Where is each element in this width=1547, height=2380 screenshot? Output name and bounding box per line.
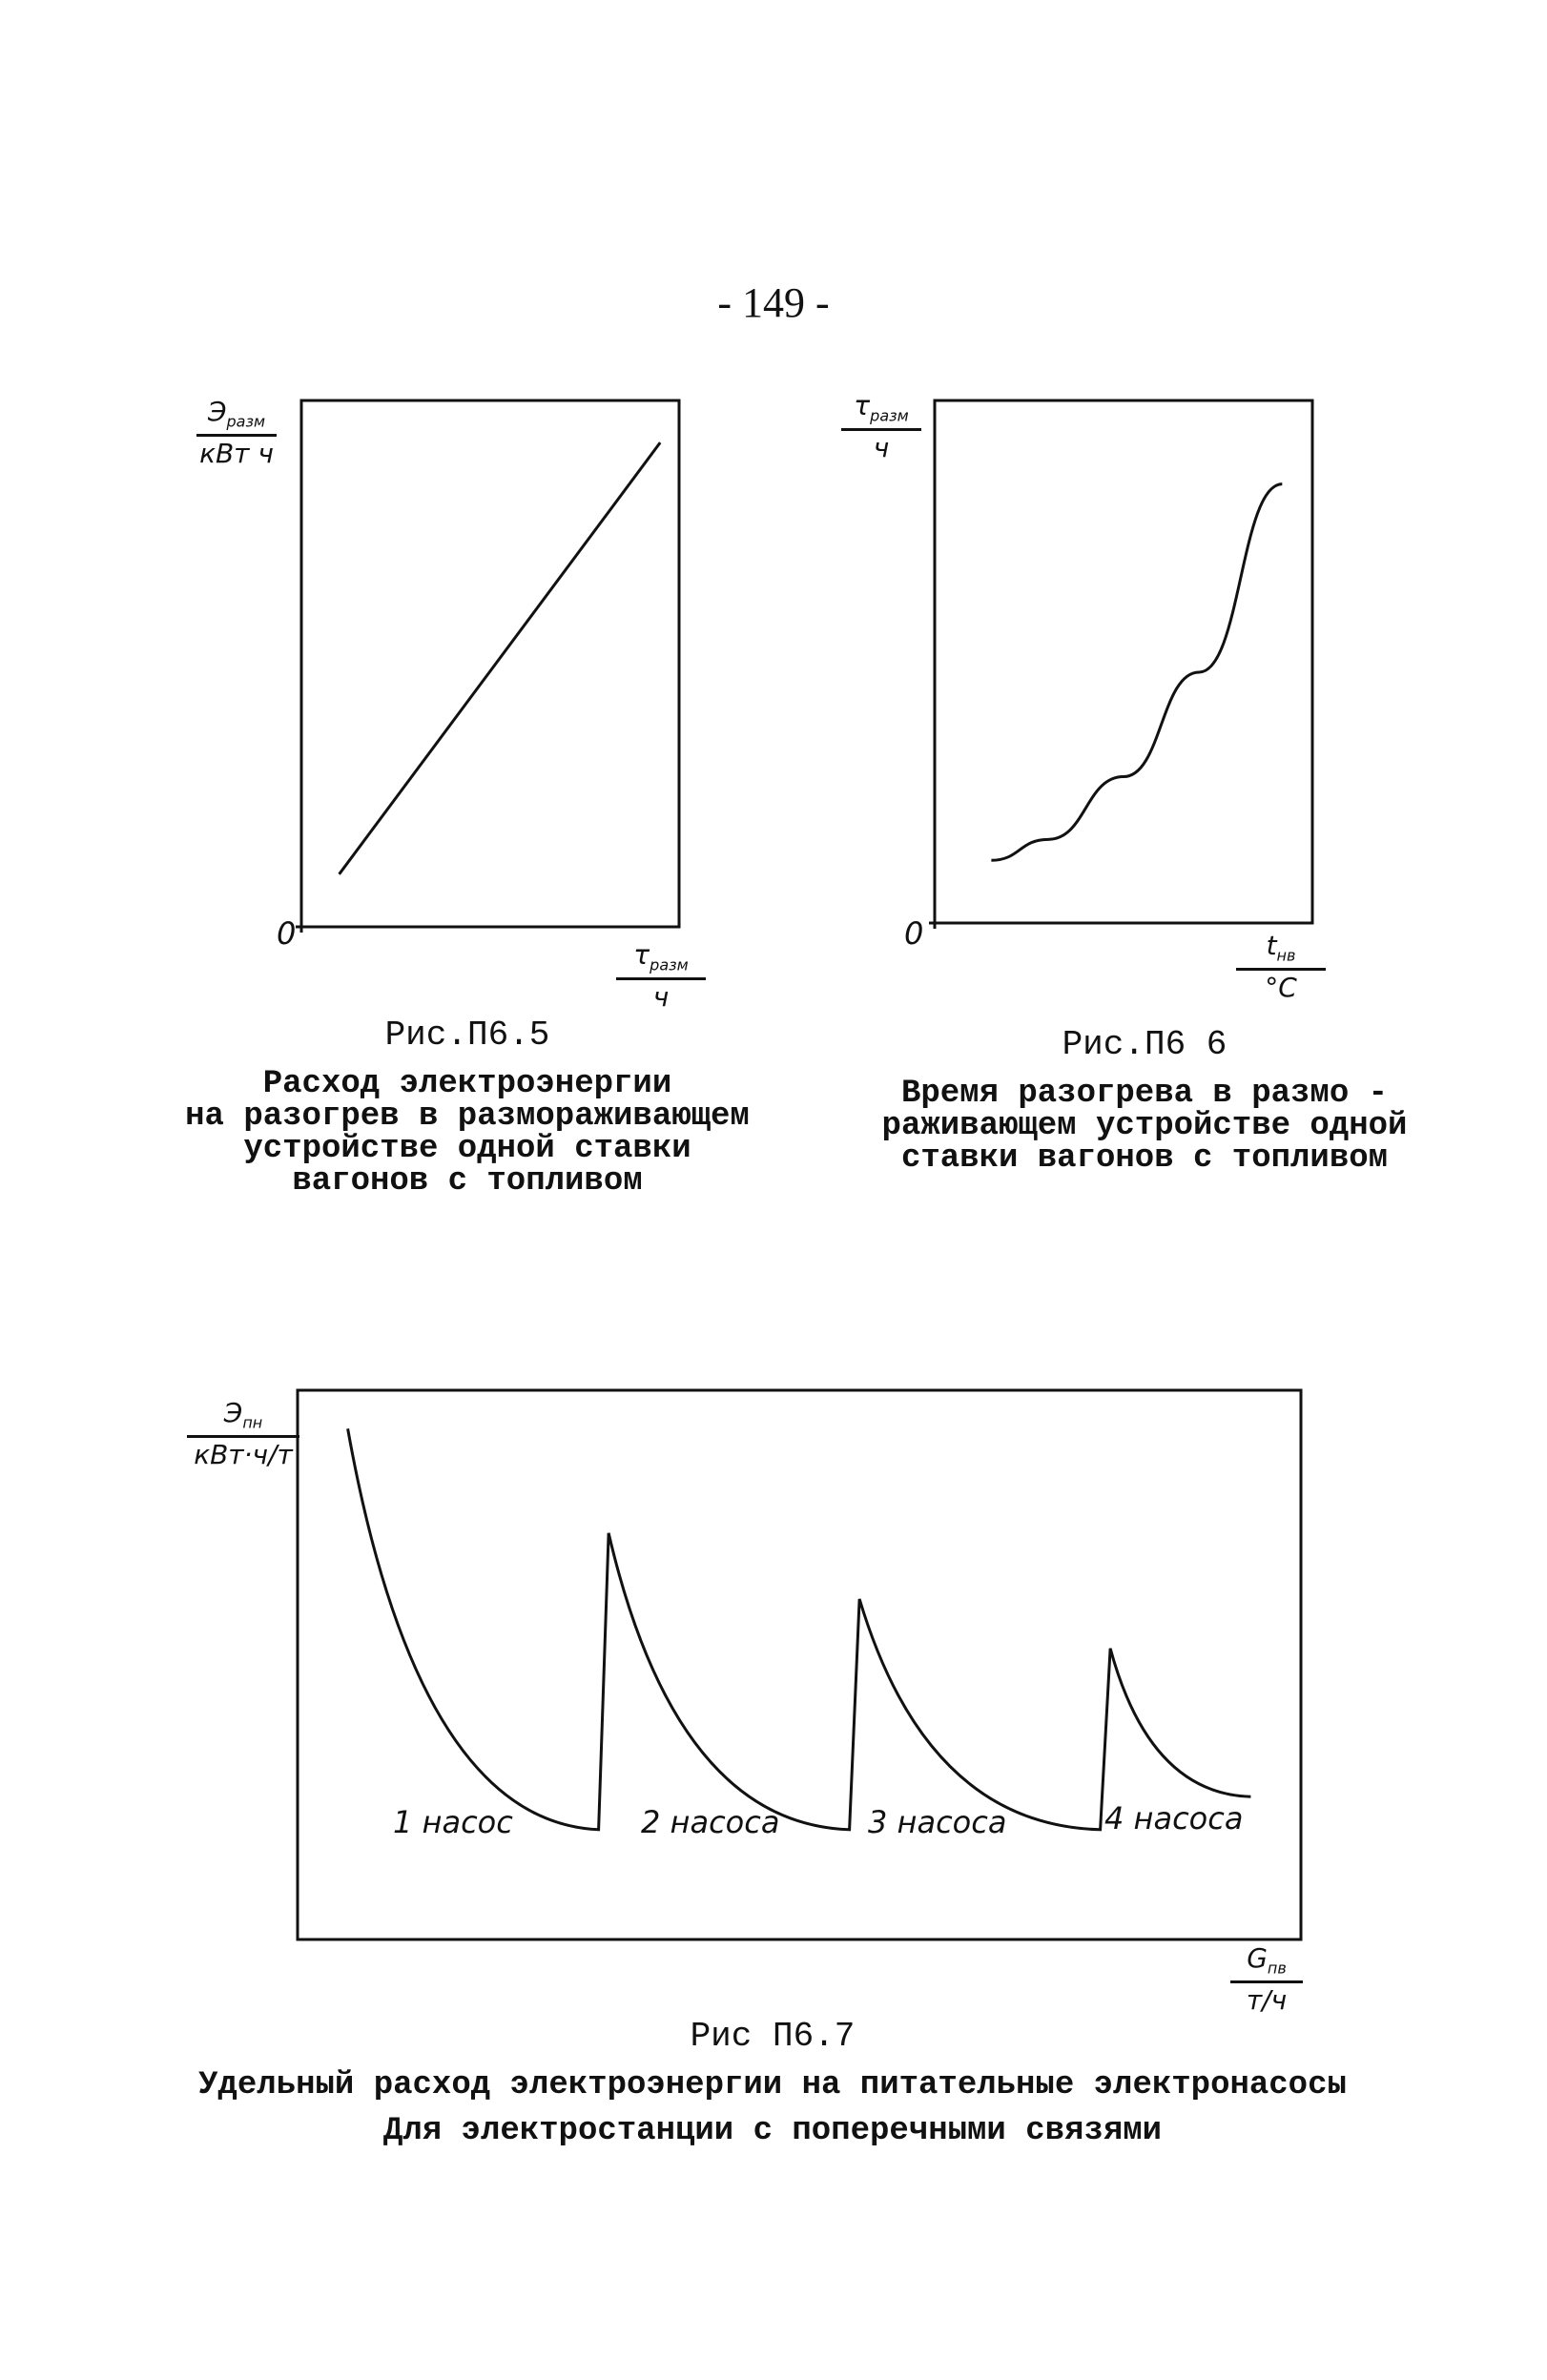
fig2-caption-line: Время разогрева в размо - <box>900 1076 1389 1112</box>
fig2-y-axis-label: $\tau_{разм}$ ч <box>841 393 921 462</box>
fig1-caption-line: устройстве одной ставки <box>243 1131 691 1167</box>
fig2-frame <box>935 400 1312 923</box>
fig1-y-axis-label: $Э_{разм}$ кВт ч <box>196 399 277 467</box>
fig1-curve <box>340 442 661 874</box>
fig1-origin-label: 0 <box>277 915 297 952</box>
fig2-origin-label: 0 <box>904 915 924 952</box>
fig3-segment-label-4: 4 насоса <box>1104 1800 1244 1836</box>
fig3-caption-line: Для электростанции с поперечными связями <box>382 2113 1163 2149</box>
fig2-x-axis-label: $t_{нв}$ °C <box>1236 933 1326 1001</box>
fig3-segment-label-3: 3 насоса <box>868 1804 1007 1840</box>
fig1-caption-line: на разогрев в размораживающем <box>185 1098 750 1135</box>
fig1-caption-line: вагонов с топливом <box>292 1163 643 1200</box>
fig2-caption-line: ставки вагонов с топливом <box>900 1140 1389 1177</box>
fig3-frame <box>298 1390 1301 1939</box>
fig3-caption <box>153 2017 1392 2149</box>
fig1-caption <box>143 1018 792 1198</box>
fig3-y-axis-label: $Э_{пн}$ кВт·ч/т <box>187 1400 299 1468</box>
fig1-caption-title: Рис.П6.5 <box>384 1016 550 1055</box>
fig2-caption <box>820 1025 1469 1177</box>
fig1-x-axis-label: $\tau_{разм}$ ч <box>616 942 706 1011</box>
page-number: - 149 - <box>717 279 830 326</box>
fig1-caption-line: Расход электроэнергии <box>262 1066 672 1102</box>
fig3-caption-line: Удельный расход электроэнергии на питательные электронасосы <box>198 2067 1347 2103</box>
fig2-caption-line: раживающем устройстве одной <box>881 1108 1408 1144</box>
fig3-segment-label-2: 2 насоса <box>641 1804 780 1840</box>
fig2-caption-title: Рис.П6 6 <box>1062 1025 1227 1064</box>
fig2-curve <box>991 484 1282 861</box>
fig3-curve <box>348 1428 1251 1829</box>
fig3-segment-label-1: 1 насос <box>393 1804 513 1840</box>
fig3-caption-title: Рис П6.7 <box>690 2017 856 2056</box>
fig3-x-axis-label: $G_{пв}$ т/ч <box>1230 1945 1303 2014</box>
